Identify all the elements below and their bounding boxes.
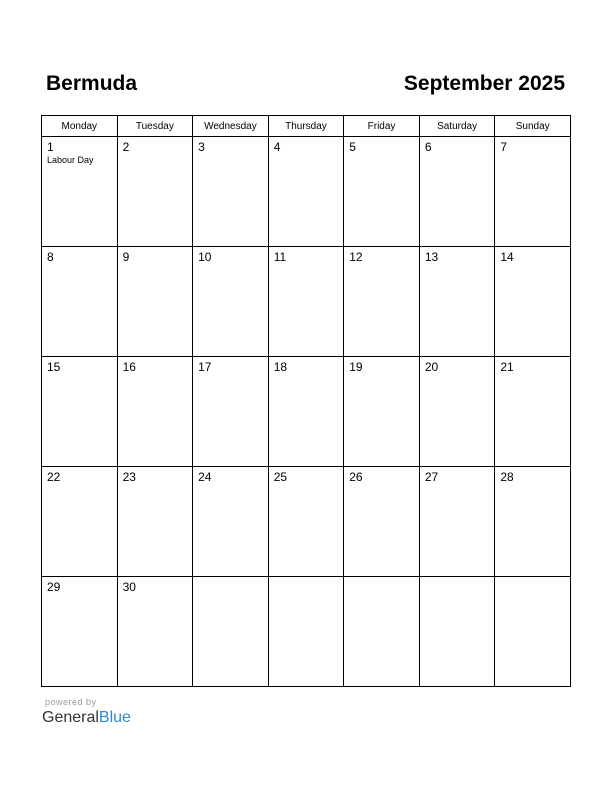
day-cell-empty (193, 577, 269, 687)
day-number: 26 (349, 470, 363, 484)
calendar-country-title: Bermuda (46, 72, 138, 95)
day-number: 11 (273, 250, 287, 264)
day-cell (419, 137, 495, 247)
day-number: 12 (349, 250, 363, 264)
week-row (42, 357, 571, 467)
day-cell-empty (344, 577, 420, 687)
day-cell (344, 137, 420, 247)
day-number: 7 (500, 140, 508, 154)
day-cell (268, 357, 344, 467)
day-cell (117, 137, 193, 247)
logo-general-text: General (42, 709, 99, 726)
day-cell (419, 247, 495, 357)
day-cell (495, 357, 571, 467)
weekday-header-friday: Friday (344, 116, 420, 137)
day-cell (42, 247, 118, 357)
day-number: 28 (500, 470, 514, 484)
day-number: 16 (122, 360, 136, 374)
generalblue-logo (42, 708, 131, 728)
week-row (42, 137, 571, 247)
day-cell-empty (419, 577, 495, 687)
day-cell (193, 137, 269, 247)
day-cell (495, 137, 571, 247)
day-cell (193, 467, 269, 577)
weekday-header-tuesday: Tuesday (117, 116, 193, 137)
day-number: 30 (122, 580, 136, 594)
day-number: 15 (47, 360, 61, 374)
day-number: 14 (500, 250, 514, 264)
day-number: 25 (273, 470, 288, 484)
day-number: 8 (47, 250, 54, 264)
logo-blue-text: Blue (98, 709, 131, 726)
calendar-grid (41, 115, 571, 687)
day-number: 29 (47, 580, 61, 594)
day-number: 22 (47, 470, 61, 484)
day-number: 27 (424, 470, 439, 484)
powered-by-text: powered by (45, 697, 97, 707)
day-cell (268, 137, 344, 247)
weekday-header-row (42, 116, 571, 137)
weekday-header-monday: Monday (42, 116, 118, 137)
day-number: 1 (47, 140, 54, 154)
day-number: 5 (349, 140, 356, 154)
day-number: 4 (273, 140, 281, 154)
day-number: 3 (198, 140, 205, 154)
day-number: 17 (198, 360, 212, 374)
day-number: 13 (424, 250, 439, 264)
day-cell (117, 577, 193, 687)
day-cell (42, 577, 118, 687)
day-cell (42, 137, 118, 247)
week-row (42, 467, 571, 577)
weekday-header-sunday: Sunday (495, 116, 571, 137)
day-cell (268, 247, 344, 357)
day-cell (193, 357, 269, 467)
weekday-header-wednesday: Wednesday (193, 116, 269, 137)
day-cell (344, 467, 420, 577)
day-number: 19 (349, 360, 363, 374)
day-cell-empty (268, 577, 344, 687)
day-cell (419, 357, 495, 467)
day-cell (344, 357, 420, 467)
day-cell (117, 247, 193, 357)
weekday-header-thursday: Thursday (268, 116, 344, 137)
day-number: 24 (198, 470, 212, 484)
week-row (42, 247, 571, 357)
day-cell (495, 247, 571, 357)
day-number: 20 (424, 360, 439, 374)
day-cell (117, 357, 193, 467)
day-number: 2 (122, 140, 130, 154)
day-cell (495, 467, 571, 577)
footer-branding (42, 697, 131, 728)
week-row (42, 577, 571, 687)
day-number: 9 (122, 250, 130, 264)
day-number: 10 (198, 250, 212, 264)
day-cell-empty (495, 577, 571, 687)
day-number: 6 (424, 140, 432, 154)
holiday-label: Labour Day (47, 155, 94, 165)
day-cell (42, 467, 118, 577)
day-cell (193, 247, 269, 357)
day-cell (42, 357, 118, 467)
day-cell (344, 247, 420, 357)
day-cell (268, 467, 344, 577)
calendar-month-title: September 2025 (403, 72, 565, 95)
day-cell (117, 467, 193, 577)
day-cell (419, 467, 495, 577)
day-number: 23 (122, 470, 136, 484)
day-number: 21 (500, 360, 514, 374)
day-number: 18 (273, 360, 288, 374)
weekday-header-saturday: Saturday (419, 116, 495, 137)
